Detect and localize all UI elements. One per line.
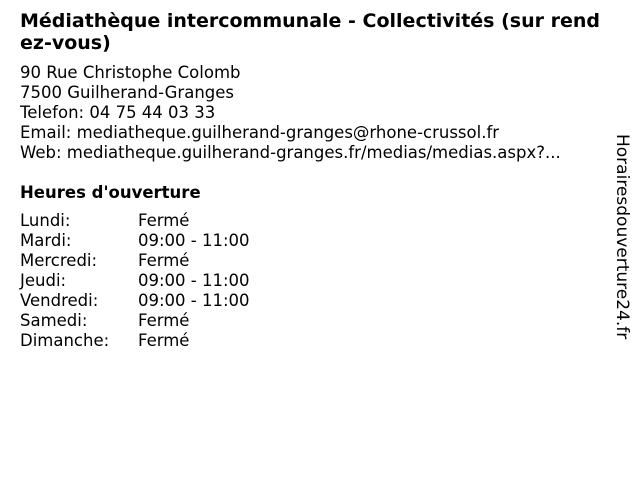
hours-row-sunday bbox=[20, 331, 610, 351]
hours-row-saturday bbox=[20, 311, 610, 331]
hours-row-thursday bbox=[20, 271, 610, 291]
hours-row-wednesday bbox=[20, 251, 610, 271]
day-label: Dimanche: bbox=[20, 331, 110, 350]
day-label: Samedi: bbox=[20, 311, 88, 330]
day-label: Vendredi: bbox=[20, 291, 99, 310]
brand-watermark: Horairesdouverture24.fr bbox=[612, 134, 632, 340]
day-label: Mercredi: bbox=[20, 251, 98, 270]
hours-row-friday bbox=[20, 291, 610, 311]
city-address: 7500 Guilherand-Granges bbox=[20, 83, 235, 102]
hours-table bbox=[20, 211, 610, 351]
hours-heading: Heures d'ouverture bbox=[20, 183, 201, 202]
hours-row-monday bbox=[20, 211, 610, 231]
day-label: Mardi: bbox=[20, 231, 72, 250]
website-url: Web: mediatheque.guilherand-granges.fr/medias/medias.aspx?... bbox=[20, 143, 561, 162]
street-address: 90 Rue Christophe Colomb bbox=[20, 63, 241, 82]
day-hours: 09:00 - 11:00 bbox=[138, 271, 250, 290]
email-address: Email: mediatheque.guilherand-granges@rhone-crussol.fr bbox=[20, 123, 500, 142]
phone-number: Telefon: 04 75 44 03 33 bbox=[20, 103, 216, 122]
day-hours: Fermé bbox=[138, 211, 190, 230]
day-label: Jeudi: bbox=[20, 271, 67, 290]
day-hours: Fermé bbox=[138, 251, 190, 270]
library-info-card bbox=[20, 10, 610, 351]
day-label: Lundi: bbox=[20, 211, 71, 230]
contact-block bbox=[20, 63, 610, 163]
day-hours: Fermé bbox=[138, 311, 190, 330]
day-hours: 09:00 - 11:00 bbox=[138, 231, 250, 250]
page-title: Médiathèque intercommunale - Collectivités (sur rendez-vous) bbox=[20, 10, 600, 54]
hours-row-tuesday bbox=[20, 231, 610, 251]
day-hours: Fermé bbox=[138, 331, 190, 350]
day-hours: 09:00 - 11:00 bbox=[138, 291, 250, 310]
